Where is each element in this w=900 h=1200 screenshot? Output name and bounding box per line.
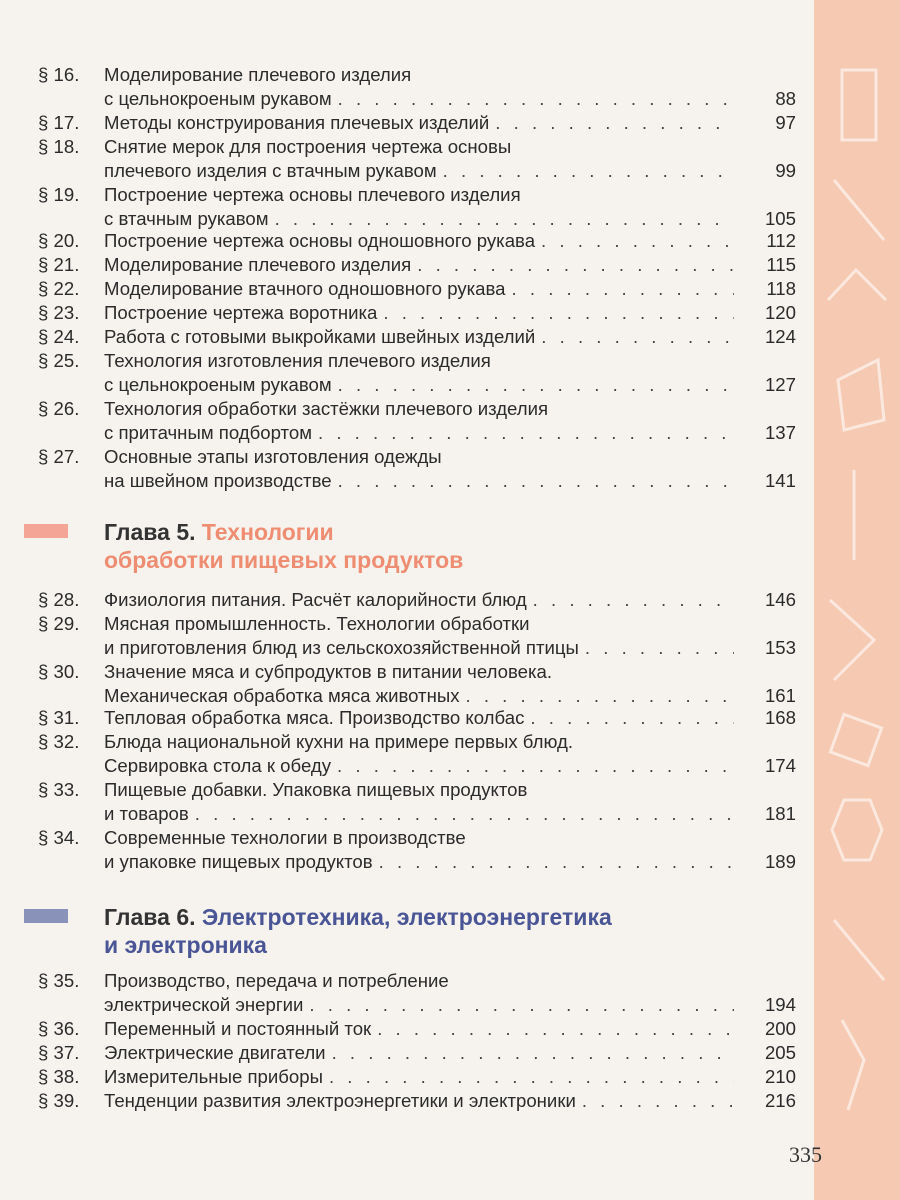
section-title-leader-line — [104, 278, 740, 300]
section-number: § 22. — [38, 278, 80, 299]
dot-leader — [582, 1090, 734, 1112]
dot-leader — [275, 208, 734, 230]
section-number: § 19. — [38, 184, 80, 205]
section-title: Технология обработки застёжки плечевого изделия — [104, 398, 549, 419]
dot-leader — [533, 589, 734, 611]
dot-leader — [377, 1018, 734, 1040]
section-title-leader-line — [104, 254, 740, 276]
section-title: Электрические двигатели — [104, 1042, 326, 1063]
dot-leader — [337, 755, 734, 777]
page-ref: 105 — [764, 208, 796, 229]
section-title-continued: с втачным рукавом — [104, 208, 269, 229]
page-ref: 168 — [764, 707, 796, 728]
dot-leader — [541, 230, 734, 252]
page-ref: 146 — [764, 589, 796, 610]
page-ref: 115 — [766, 254, 796, 275]
page-ref: 194 — [764, 994, 796, 1015]
page-ref: 189 — [764, 851, 796, 872]
section-title-continued: и товаров — [104, 803, 189, 824]
section-title: Работа с готовыми выкройками швейных изделий — [104, 326, 536, 347]
dot-leader — [332, 1042, 734, 1064]
section-title-leader-line — [104, 637, 740, 659]
section-title: Переменный и постоянный ток — [104, 1018, 372, 1039]
section-title-leader-line — [104, 1042, 740, 1064]
section-number: § 31. — [38, 707, 80, 728]
section-title: Современные технологии в производстве — [104, 827, 466, 848]
section-title-leader-line — [104, 374, 740, 396]
section-title: Тепловая обработка мяса. Производство колбас — [104, 707, 525, 728]
dot-leader — [512, 278, 734, 300]
section-title-leader-line — [104, 707, 740, 729]
section-title-leader-line — [104, 208, 740, 230]
section-number: § 37. — [38, 1042, 80, 1063]
section-number: § 28. — [38, 589, 80, 610]
section-number: § 18. — [38, 136, 80, 157]
section-title-leader-line — [104, 589, 740, 611]
chapter-title-block — [104, 518, 463, 574]
section-number: § 38. — [38, 1066, 80, 1087]
chapter-title-block — [104, 903, 612, 959]
page-ref: 118 — [766, 278, 796, 299]
page-ref: 127 — [764, 374, 796, 395]
chapter-marker-bar — [24, 524, 68, 538]
section-title-continued: Сервировка стола к обеду — [104, 755, 332, 776]
dot-leader — [466, 685, 734, 707]
section-title-continued: на швейном производстве — [104, 470, 332, 491]
section-number: § 23. — [38, 302, 80, 323]
section-title-continued: электрической энергии — [104, 994, 304, 1015]
section-title: Построение чертежа воротника — [104, 302, 378, 323]
page-ref: 174 — [764, 755, 796, 776]
page-ref: 97 — [775, 112, 796, 133]
page-ref: 153 — [764, 637, 796, 658]
section-title-continued: с цельнокроеным рукавом — [104, 88, 332, 109]
dot-leader — [495, 112, 734, 134]
section-number: § 20. — [38, 230, 80, 251]
section-number: § 33. — [38, 779, 80, 800]
page-number: 335 — [789, 1142, 822, 1167]
chapter-title: Технологии — [201, 519, 334, 545]
section-title-leader-line — [104, 302, 740, 324]
page-ref: 99 — [775, 160, 796, 181]
chapter-label: Глава 6. — [104, 904, 202, 930]
section-title: Пищевые добавки. Упаковка пищевых продуктов — [104, 779, 528, 800]
decorative-side-band — [814, 0, 900, 1200]
section-title: Физиология питания. Расчёт калорийности блюд — [104, 589, 527, 610]
section-title: Производство, передача и потребление — [104, 970, 449, 991]
dot-leader — [443, 160, 734, 182]
dot-leader — [338, 88, 734, 110]
chapter-marker-bar — [24, 909, 68, 923]
page-ref: 120 — [764, 302, 796, 323]
section-number: § 17. — [38, 112, 80, 133]
section-number: § 16. — [38, 64, 80, 85]
section-title: Измерительные приборы — [104, 1066, 323, 1087]
section-title: Снятие мерок для построения чертежа основы — [104, 136, 512, 157]
dot-leader — [379, 851, 734, 873]
section-title-leader-line — [104, 230, 740, 252]
section-title: Тенденции развития электроэнергетики и электроники — [104, 1090, 576, 1111]
dot-leader — [338, 374, 734, 396]
section-title-leader-line — [104, 112, 740, 134]
section-number: § 35. — [38, 970, 80, 991]
section-number: § 39. — [38, 1090, 80, 1111]
section-title: Методы конструирования плечевых изделий — [104, 112, 490, 133]
section-title-leader-line — [104, 685, 740, 707]
section-title-leader-line — [104, 422, 740, 444]
page-ref: 210 — [764, 1066, 796, 1087]
chapter-title-line2: и электроника — [104, 932, 267, 958]
section-title-continued: Механическая обработка мяса животных — [104, 685, 460, 706]
section-number: § 30. — [38, 661, 80, 682]
decorative-shapes-icon — [814, 0, 900, 1200]
section-title-continued: и упаковке пищевых продуктов — [104, 851, 373, 872]
page-ref: 141 — [764, 470, 796, 491]
section-number: § 32. — [38, 731, 80, 752]
dot-leader — [530, 707, 734, 729]
section-title: Технология изготовления плечевого изделия — [104, 350, 491, 371]
chapter-title-line2: обработки пищевых продуктов — [104, 547, 464, 573]
section-title: Моделирование плечевого изделия — [104, 64, 412, 85]
page-ref: 200 — [764, 1018, 796, 1039]
section-number: § 26. — [38, 398, 80, 419]
section-number: § 24. — [38, 326, 80, 347]
chapter-title: Электротехника, электроэнергетика — [201, 904, 612, 930]
page-ref: 112 — [766, 230, 796, 251]
page-ref: 205 — [764, 1042, 796, 1063]
dot-leader — [318, 422, 734, 444]
chapter-label: Глава 5. — [104, 519, 202, 545]
section-number: § 34. — [38, 827, 80, 848]
section-title-leader-line — [104, 470, 740, 492]
section-title-leader-line — [104, 1090, 740, 1112]
section-title-leader-line — [104, 994, 740, 1016]
section-title-leader-line — [104, 1018, 740, 1040]
section-title-leader-line — [104, 851, 740, 873]
section-title-leader-line — [104, 88, 740, 110]
section-title: Основные этапы изготовления одежды — [104, 446, 442, 467]
section-title-continued: и приготовления блюд из сельскохозяйственной птицы — [104, 637, 579, 658]
section-title: Блюда национальной кухни на примере первых блюд. — [104, 731, 574, 752]
section-title: Моделирование плечевого изделия — [104, 254, 412, 275]
page-ref: 161 — [764, 685, 796, 706]
section-number: § 27. — [38, 446, 80, 467]
section-number: § 29. — [38, 613, 80, 634]
dot-leader — [585, 637, 734, 659]
section-title: Построение чертежа основы одношовного рукава — [104, 230, 536, 251]
section-number: § 21. — [38, 254, 80, 275]
section-title-continued: плечевого изделия с втачным рукавом — [104, 160, 437, 181]
section-number: § 36. — [38, 1018, 80, 1039]
dot-leader — [541, 326, 734, 348]
page-ref: 88 — [775, 88, 796, 109]
section-title: Значение мяса и субпродуктов в питании человека. — [104, 661, 553, 682]
section-title-leader-line — [104, 1066, 740, 1088]
section-title-leader-line — [104, 755, 740, 777]
section-title-leader-line — [104, 803, 740, 825]
page-ref: 137 — [764, 422, 796, 443]
dot-leader — [329, 1066, 734, 1088]
section-title: Мясная промышленность. Технологии обработки — [104, 613, 530, 634]
section-title-leader-line — [104, 160, 740, 182]
dot-leader — [338, 470, 734, 492]
dot-leader — [383, 302, 734, 324]
dot-leader — [309, 994, 734, 1016]
dot-leader — [195, 803, 734, 825]
section-title-continued: с цельнокроеным рукавом — [104, 374, 332, 395]
section-title: Построение чертежа основы плечевого изделия — [104, 184, 521, 205]
page-ref: 181 — [764, 803, 796, 824]
section-number: § 25. — [38, 350, 80, 371]
section-title-leader-line — [104, 326, 740, 348]
section-title: Моделирование втачного одношовного рукава — [104, 278, 506, 299]
page-ref: 124 — [764, 326, 796, 347]
page-ref: 216 — [764, 1090, 796, 1111]
section-title-continued: с притачным подбортом — [104, 422, 312, 443]
dot-leader — [417, 254, 734, 276]
